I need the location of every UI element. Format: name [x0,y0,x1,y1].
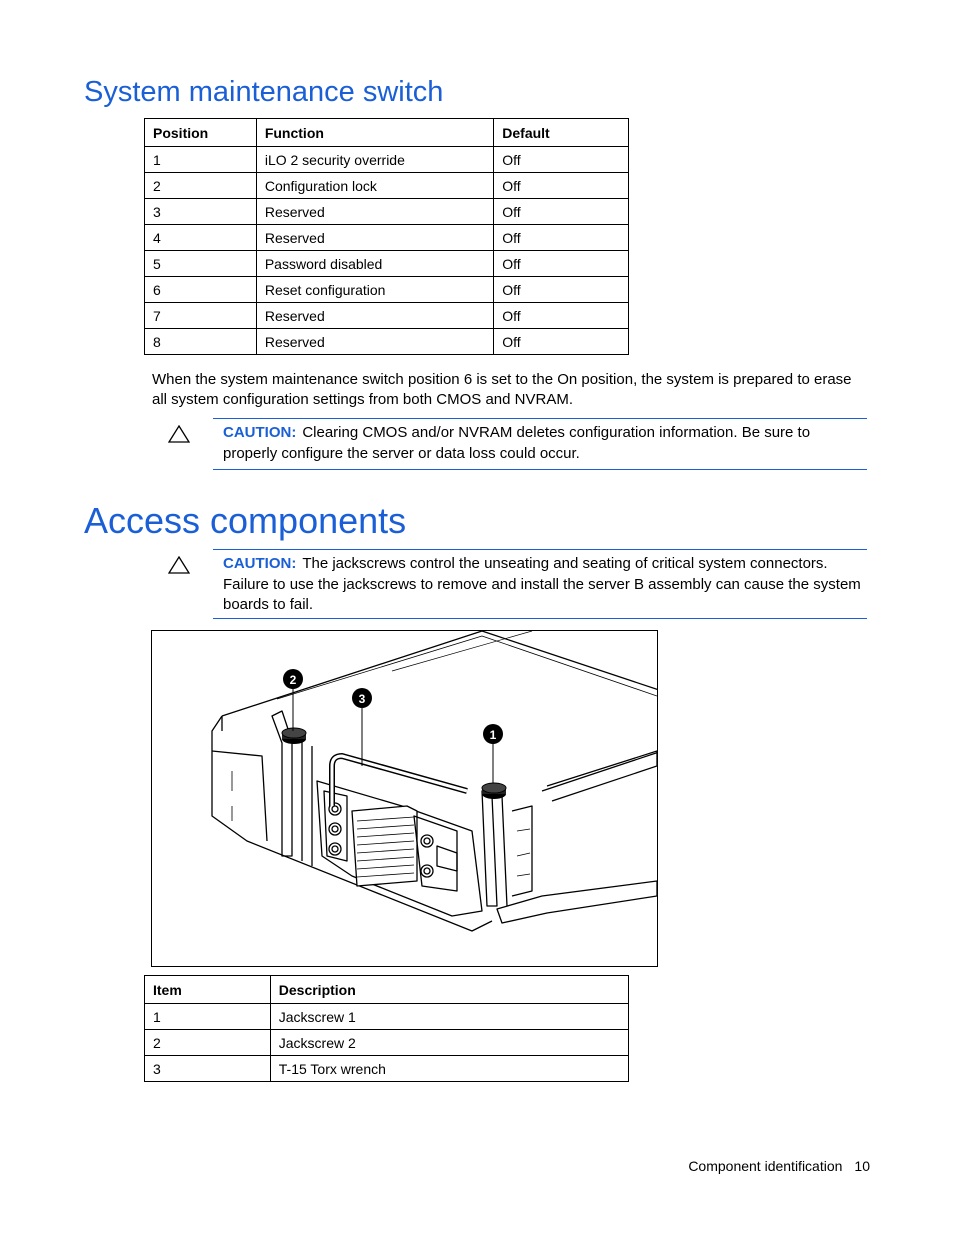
caution-text: Clearing CMOS and/or NVRAM deletes configuration information. Be sure to properly configure the server or data loss could occur. [223,424,811,462]
callout-number: 2 [289,673,297,687]
item-table [144,975,629,1082]
cell-description: T-15 Torx wrench [270,1056,628,1082]
cell-position: 8 [145,329,257,355]
table-row [145,1030,629,1056]
cell-function: Reserved [256,303,493,329]
cell-position: 3 [145,199,257,225]
body-paragraph: When the system maintenance switch position 6 is set to the On position, the system is prepared to erase all system configuration settings from both CMOS and NVRAM. [152,371,852,408]
column-header: Description [270,976,628,1004]
caution-label: CAUTION: [223,424,297,441]
page-number: 10 [854,1158,870,1174]
section-title-system-maintenance-switch: System maintenance switch [84,76,444,108]
cell-position: 2 [145,173,257,199]
page-footer [640,1158,870,1174]
caution-box [213,549,867,619]
table-row [145,1004,629,1030]
caution-label: CAUTION: [223,555,297,572]
cell-default: Off [494,329,629,355]
cell-function: Configuration lock [256,173,493,199]
cell-function: Reset configuration [256,277,493,303]
cell-position: 4 [145,225,257,251]
table-row [145,225,629,251]
cell-default: Off [494,251,629,277]
cell-description: Jackscrew 2 [270,1030,628,1056]
table-row [145,199,629,225]
column-header: Default [494,119,629,147]
server-assembly-figure [151,630,658,967]
cell-function: Reserved [256,199,493,225]
cell-function: Reserved [256,329,493,355]
cell-default: Off [494,173,629,199]
cell-item: 3 [145,1056,271,1082]
column-header: Position [145,119,257,147]
callout-3 [352,688,372,708]
cell-item: 2 [145,1030,271,1056]
jackscrew-1-knob [482,783,506,799]
caution-box [213,418,867,470]
column-header: Function [256,119,493,147]
table-row [145,147,629,173]
cell-function: Reserved [256,225,493,251]
table-row [145,303,629,329]
table-row [145,277,629,303]
jackscrew-2-knob [282,728,306,744]
caution-text: The jackscrews control the unseating and seating of critical system connectors. Failure to use the jackscrews to remove and install the server B assembly can cause the system boards to fail. [223,555,861,613]
cell-default: Off [494,147,629,173]
column-header: Item [145,976,271,1004]
table-row [145,1056,629,1082]
caution-icon [168,556,190,574]
section-title-access-components: Access components [84,500,407,541]
cell-function: Password disabled [256,251,493,277]
cell-position: 5 [145,251,257,277]
footer-section: Component identification [688,1158,843,1174]
cell-description: Jackscrew 1 [270,1004,628,1030]
table-header-row [145,119,629,147]
cell-default: Off [494,277,629,303]
cell-default: Off [494,303,629,329]
cell-function: iLO 2 security override [256,147,493,173]
callout-2 [283,669,303,689]
cell-position: 6 [145,277,257,303]
table-row [145,251,629,277]
cell-default: Off [494,225,629,251]
callout-1 [483,724,503,744]
switch-table [144,118,629,355]
table-row [145,173,629,199]
cell-item: 1 [145,1004,271,1030]
caution-icon [168,425,190,443]
cell-default: Off [494,199,629,225]
callout-number: 3 [358,692,366,706]
cell-position: 1 [145,147,257,173]
server-assembly-illustration [152,631,658,967]
table-header-row [145,976,629,1004]
callout-number: 1 [489,728,497,742]
cell-position: 7 [145,303,257,329]
table-row [145,329,629,355]
